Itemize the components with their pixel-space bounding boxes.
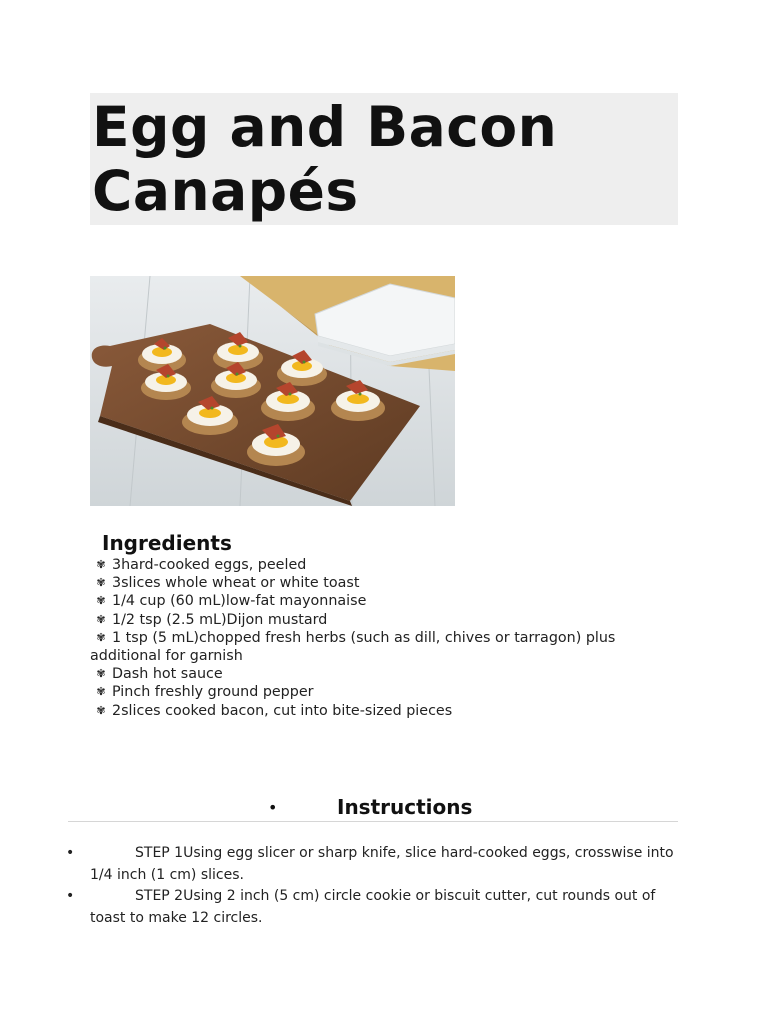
- dot-bullet-icon: •: [66, 845, 75, 861]
- steps-list: [66, 843, 675, 929]
- flower-bullet-icon: ✾: [96, 576, 106, 590]
- dot-bullet-icon: •: [268, 798, 278, 817]
- flower-bullet-icon: ✾: [96, 594, 106, 608]
- ingredient-item: ✾ 1/2 tsp (2.5 mL)Dijon mustard: [90, 611, 670, 629]
- recipe-title: Egg and Bacon Canapés: [92, 95, 558, 223]
- ingredient-item: ✾ 3slices whole wheat or white toast: [90, 574, 670, 592]
- ingredient-item: ✾ Dash hot sauce: [90, 665, 670, 683]
- flower-bullet-icon: ✾: [96, 612, 106, 626]
- ingredient-item: ✾ Pinch freshly ground pepper: [90, 683, 670, 701]
- step-item: • STEP 2Using 2 inch (5 cm) circle cookie or biscuit cutter, cut rounds out of toast to make 12 circles.: [66, 888, 656, 926]
- flower-bullet-icon: ✾: [96, 558, 106, 571]
- ingredients-heading: Ingredients: [102, 531, 232, 555]
- title-box: [90, 93, 678, 225]
- ingredient-item: ✾ 2slices cooked bacon, cut into bite-sized pieces: [90, 702, 670, 720]
- flower-bullet-icon: ✾: [96, 667, 106, 681]
- recipe-photo: [90, 276, 455, 506]
- dot-bullet-icon: •: [66, 888, 75, 904]
- divider: [68, 821, 678, 822]
- step-item: • STEP 1Using egg slicer or sharp knife, slice hard-cooked eggs, crosswise into 1/4 inch (1 cm) slices.: [66, 845, 674, 883]
- ingredient-item: ✾ 1 tsp (5 mL)chopped fresh herbs (such as dill, chives or tarragon) plus additional for garnish: [90, 629, 616, 665]
- ingredient-item: ✾ 3hard-cooked eggs, peeled: [90, 556, 670, 574]
- ingredients-list: [90, 556, 670, 720]
- flower-bullet-icon: ✾: [96, 703, 106, 717]
- flower-bullet-icon: ✾: [96, 685, 106, 699]
- flower-bullet-icon: ✾: [96, 630, 106, 644]
- instructions-heading: Instructions: [337, 795, 473, 819]
- ingredient-item: ✾ 1/4 cup (60 mL)low-fat mayonnaise: [90, 592, 670, 610]
